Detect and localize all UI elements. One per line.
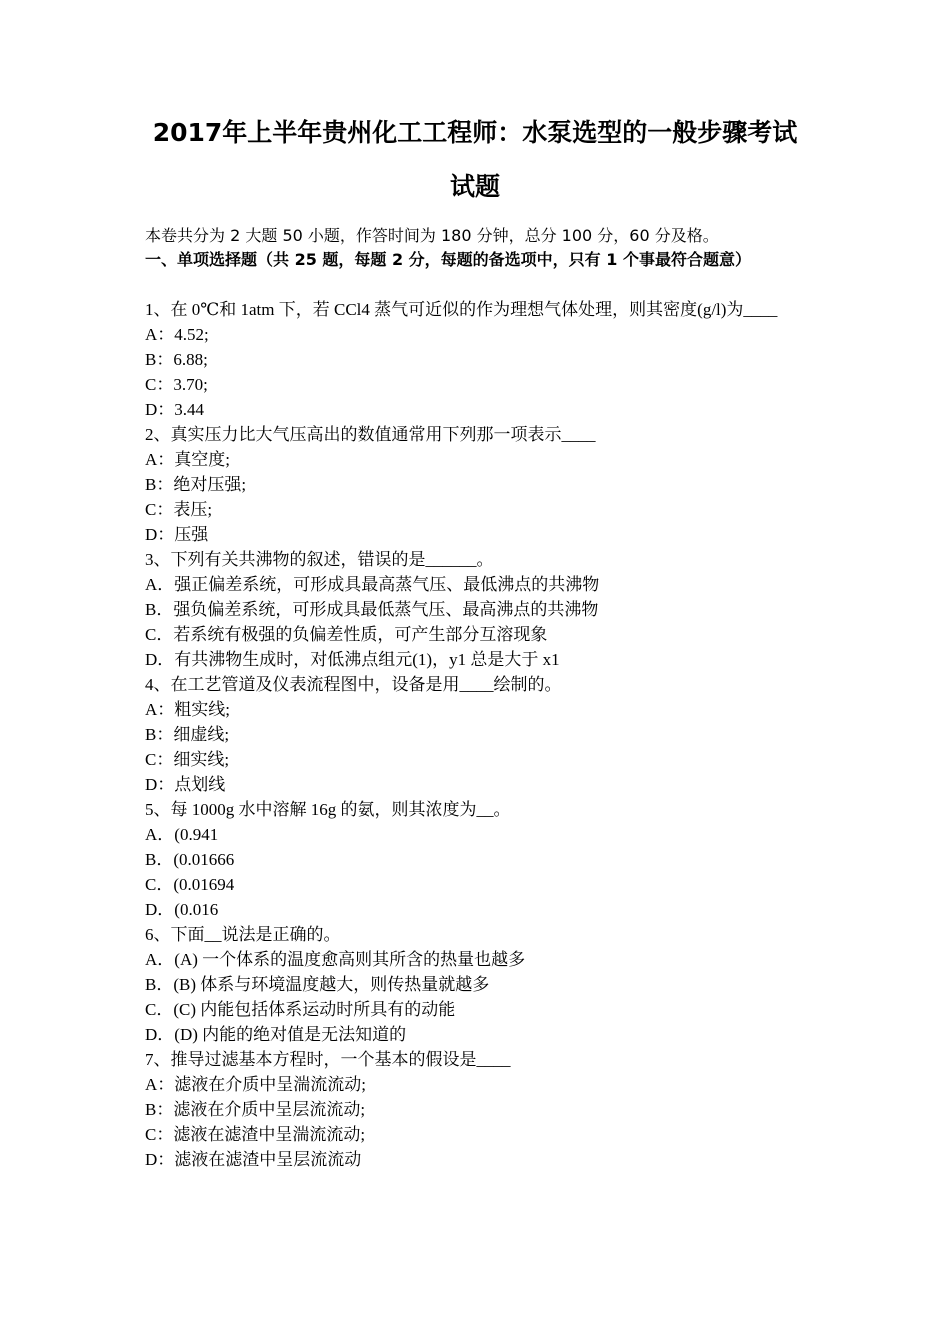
- option-a: A．强正偏差系统，可形成具最高蒸气压、最低沸点的共沸物: [145, 575, 600, 594]
- question-5: [145, 797, 810, 922]
- document-title-line1: 2017年上半年贵州化工工程师：水泵选型的一般步骤考试: [152, 118, 798, 147]
- option-c: C：3.70;: [145, 375, 208, 394]
- option-a: A：滤液在介质中呈湍流流动;: [145, 1075, 366, 1094]
- question-stem: 6、下面__说法是正确的。: [145, 925, 341, 944]
- exam-intro: [145, 224, 810, 272]
- question-stem: 2、真实压力比大气压高出的数值通常用下列那一项表示____: [145, 425, 596, 444]
- option-c: C．(C) 内能包括体系运动时所具有的动能: [145, 1000, 456, 1019]
- question-7: [145, 1047, 810, 1172]
- section-heading: 一、单项选择题（共 25 题，每题 2 分，每题的备选项中，只有 1 个事最符合题意）: [145, 250, 751, 269]
- question-2: [145, 422, 810, 547]
- question-6: [145, 922, 810, 1047]
- option-a: A：4.52;: [145, 325, 209, 344]
- question-stem: 7、推导过滤基本方程时，一个基本的假设是____: [145, 1050, 511, 1069]
- option-c: C：表压;: [145, 500, 213, 519]
- question-stem: 3、下列有关共沸物的叙述，错误的是______。: [145, 550, 494, 569]
- option-d: D．(0.016: [145, 900, 219, 919]
- option-d: D：滤液在滤渣中呈层流流动: [145, 1150, 362, 1169]
- option-c: C．若系统有极强的负偏差性质，可产生部分互溶现象: [145, 625, 548, 644]
- option-a: A．(0.941: [145, 825, 219, 844]
- question-1: [145, 297, 810, 422]
- option-d: D：点划线: [145, 775, 226, 794]
- option-c: C．(0.01694: [145, 875, 235, 894]
- option-c: C：细实线;: [145, 750, 230, 769]
- option-a: A：真空度;: [145, 450, 230, 469]
- option-d: D：3.44: [145, 400, 205, 419]
- question-4: [145, 672, 810, 797]
- option-d: D．(D) 内能的绝对值是无法知道的: [145, 1025, 407, 1044]
- option-b: B：6.88;: [145, 350, 208, 369]
- option-a: A．(A) 一个体系的温度愈高则其所含的热量也越多: [145, 950, 526, 969]
- option-b: B．(B) 体系与环境温度越大，则传热量就越多: [145, 975, 490, 994]
- option-b: B：绝对压强;: [145, 475, 247, 494]
- document-title-line2: 试题: [449, 172, 500, 201]
- option-b: B：细虚线;: [145, 725, 230, 744]
- question-stem: 5、每 1000g 水中溶解 16g 的氨，则其浓度为__。: [145, 800, 511, 819]
- question-3: [145, 547, 810, 672]
- question-stem: 4、在工艺管道及仪表流程图中，设备是用____绘制的。: [145, 675, 562, 694]
- option-d: D：压强: [145, 525, 209, 544]
- option-b: B：滤液在介质中呈层流流动;: [145, 1100, 366, 1119]
- option-d: D．有共沸物生成时，对低沸点组元(1)，y1 总是大于 x1: [145, 650, 560, 669]
- option-a: A：粗实线;: [145, 700, 230, 719]
- question-list: [145, 297, 810, 1172]
- exam-instructions: 本卷共分为 2 大题 50 小题，作答时间为 180 分钟，总分 100 分，60 分及格。: [145, 226, 719, 245]
- option-c: C：滤液在滤渣中呈湍流流动;: [145, 1125, 366, 1144]
- option-b: B．(0.01666: [145, 850, 235, 869]
- option-b: B．强负偏差系统，可形成具最低蒸气压、最高沸点的共沸物: [145, 600, 599, 619]
- question-stem: 1、在 0℃和 1atm 下，若 CCl4 蒸气可近似的作为理想气体处理，则其密度(g/l)为____: [145, 300, 778, 319]
